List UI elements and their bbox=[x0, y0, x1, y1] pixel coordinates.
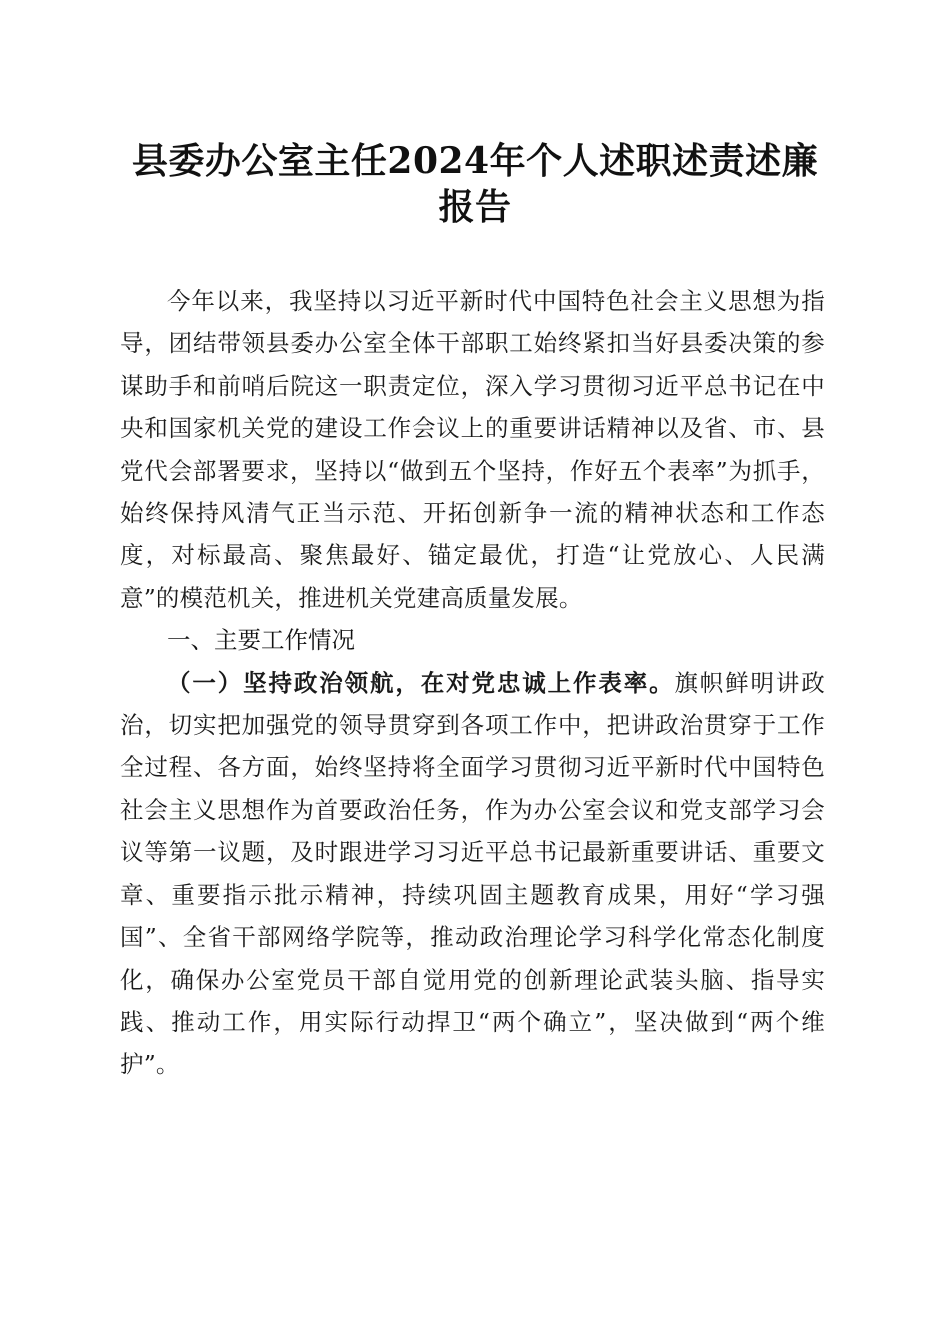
document-body bbox=[120, 280, 825, 1086]
subsection-text-1: 旗帜鲜明讲政治，切实把加强党的领导贯穿到各项工作中，把讲政治贯穿于工作全过程、各方面，始终坚持将全面学习贯彻习近平新时代中国特色社会主义思想作为首要政治任务，作为办公室会议和党支部学习会议等第一议题，及时跟进学习习近平总书记最新重要讲话、重要文章、重要指示批示精神，持续巩固主题教育成果，用好“学习强国”、全省干部网络学院等，推动政治理论学习科学化常态化制度化，确保办公室党员干部自觉用党的创新理论武装头脑、指导实践、推动工作，用实际行动捍卫“两个确立”，坚决做到“两个维护”。 bbox=[120, 668, 825, 1079]
document-title: 县委办公室主任2024年个人述职述责述廉报告 bbox=[131, 140, 819, 228]
subsection-paragraph-1 bbox=[120, 662, 825, 1086]
section-heading-main-work: 一、主要工作情况 bbox=[167, 626, 355, 655]
subsection-lead-1: （一）坚持政治领航，在对党忠诚上作表率。 bbox=[167, 668, 675, 697]
intro-paragraph: 今年以来，我坚持以习近平新时代中国特色社会主义思想为指导，团结带领县委办公室全体干部职工始终紧扣当好县委决策的参谋助手和前哨后院这一职责定位，深入学习贯彻习近平总书记在中央和国家机关党的建设工作会议上的重要讲话精神以及省、市、县党代会部署要求，坚持以“做到五个坚持，作好五个表率”为抓手，始终保持风清气正当示范、开拓创新争一流的精神状态和工作态度，对标最高、聚焦最好、锚定最优，打造“让党放心、人民满意”的模范机关，推进机关党建高质量发展。 bbox=[120, 287, 825, 612]
